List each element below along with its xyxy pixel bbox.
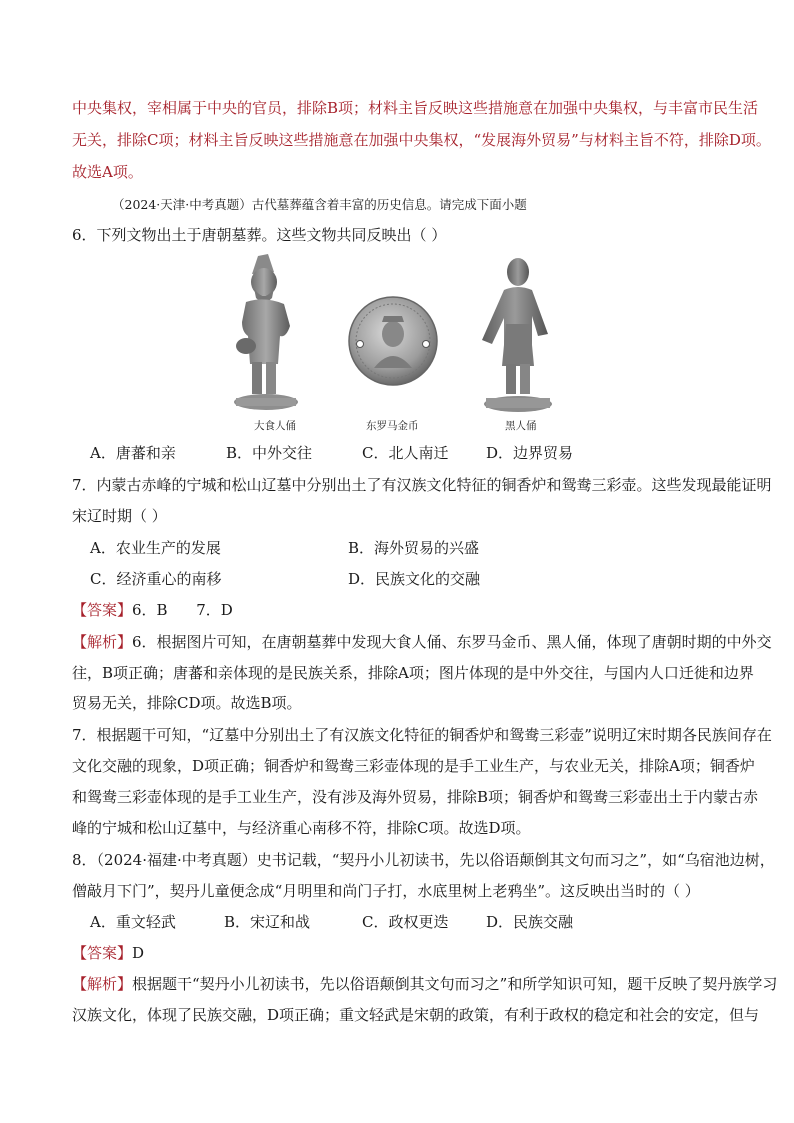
prev-analysis-line-3: 故选A项。	[72, 163, 143, 181]
byzantine-coin-image	[346, 294, 440, 388]
analysis-8-line-2: 汉族文化，体现了民族交融，D项正确；重文轻武是宋朝的政策，有利于政权的稳定和社会的安定，但与	[72, 1006, 760, 1024]
caption-black-figurine: 黑人俑	[505, 420, 537, 432]
q6-option-a: A．唐蕃和亲	[90, 444, 176, 462]
answer-8	[72, 942, 144, 964]
question-7-stem-line-2: 宋辽时期（ ）	[72, 507, 167, 525]
q8-option-d: D．民族交融	[486, 913, 574, 931]
analysis-7-line-4: 峰的宁城和松山辽墓中，与经济重心南移不符，排除C项。故选D项。	[72, 819, 531, 837]
q7-option-d: D．民族文化的交融	[348, 570, 481, 588]
answer-text: 6．B 7．D	[132, 601, 233, 619]
prev-analysis-line-2: 无关，排除C项；材料主旨反映这些措施意在加强中央集权，“发展海外贸易”与材料主旨不符，排除D项。	[72, 131, 771, 149]
answer-6-7	[72, 599, 233, 621]
q7-option-a: A．农业生产的发展	[90, 539, 221, 557]
analysis-6-line-1	[72, 631, 772, 653]
answer-tag: 【答案】	[72, 601, 133, 619]
prev-analysis-line-1: 中央集权，宰相属于中央的官员，排除B项；材料主旨反映这些措施意在加强中央集权，与丰富市民生活	[72, 99, 759, 117]
analysis-8-line-1	[72, 973, 777, 995]
q6-option-b: B．中外交往	[226, 444, 313, 462]
analysis-8-text-1: 根据题干“契丹小儿初读书，先以俗语颠倒其文句而习之”和所学知识可知，题干反映了契丹族学习	[132, 975, 778, 993]
question-6-stem: 6．下列文物出土于唐朝墓葬。这些文物共同反映出（ ）	[72, 226, 447, 244]
caption-byzantine-coin: 东罗马金币	[366, 420, 419, 432]
analysis-8-tag: 【解析】	[72, 975, 133, 993]
q7-option-b: B．海外贸易的兴盛	[348, 539, 480, 557]
section-intro: （2024·天津·中考真题）古代墓葬蕴含着丰富的历史信息。请完成下面小题	[112, 197, 527, 212]
analysis-7-line-3: 和鸳鸯三彩壶体现的是手工业生产，没有涉及海外贸易，排除B项；铜香炉和鸳鸯三彩壶出土于内蒙古赤	[72, 788, 759, 806]
black-figurine-image	[474, 254, 558, 416]
figure-black-figurine	[474, 254, 558, 420]
question-8-stem-line-2: 僧敲月下门”，契丹儿童便念成“月明里和尚门子打，水底里树上老鸦坐”。这反映出当时的（ ）	[72, 882, 700, 900]
answer-8-tag: 【答案】	[72, 944, 133, 962]
q8-option-c: C．政权更迭	[362, 913, 449, 931]
q8-option-a: A．重文轻武	[90, 913, 176, 931]
caption-dashi-figurine: 大食人俑	[254, 420, 296, 432]
q7-option-c: C．经济重心的南移	[90, 570, 222, 588]
answer-8-text: D	[132, 944, 145, 962]
question-8-stem-line-1: 8．（2024·福建·中考真题）史书记载，“契丹小儿初读书，先以俗语颠倒其文句而习之”，如“乌宿池边树，	[72, 851, 775, 869]
analysis-tag: 【解析】	[72, 633, 133, 651]
analysis-7-line-2: 文化交融的现象，D项正确；铜香炉和鸳鸯三彩壶体现的是手工业生产，与农业无关，排除A项；铜香炉	[72, 757, 755, 775]
analysis-6-line-2: 往，B项正确；唐蕃和亲体现的是民族关系，排除A项；图片体现的是中外交往，与国内人口迁徙和边界	[72, 664, 754, 682]
figure-byzantine-coin	[346, 294, 440, 392]
analysis-7-line-1: 7．根据题干可知，“辽墓中分别出土了有汉族文化特征的铜香炉和鸳鸯三彩壶”说明辽宋时期各民族间存在	[72, 726, 772, 744]
question-7-stem-line-1: 7．内蒙古赤峰的宁城和松山辽墓中分别出土了有汉族文化特征的铜香炉和鸳鸯三彩壶。这些发现最能证明	[72, 476, 772, 494]
q6-option-c: C．北人南迁	[362, 444, 449, 462]
dashi-figurine-image	[228, 252, 304, 414]
q6-option-d: D．边界贸易	[486, 444, 574, 462]
q8-option-b: B．宋辽和战	[224, 913, 311, 931]
analysis-6-text-1: 6．根据图片可知，在唐朝墓葬中发现大食人俑、东罗马金币、黑人俑，体现了唐朝时期的中外交	[132, 633, 772, 651]
analysis-6-line-3: 贸易无关，排除CD项。故选B项。	[72, 694, 302, 712]
figure-dashi-figurine	[228, 252, 304, 418]
